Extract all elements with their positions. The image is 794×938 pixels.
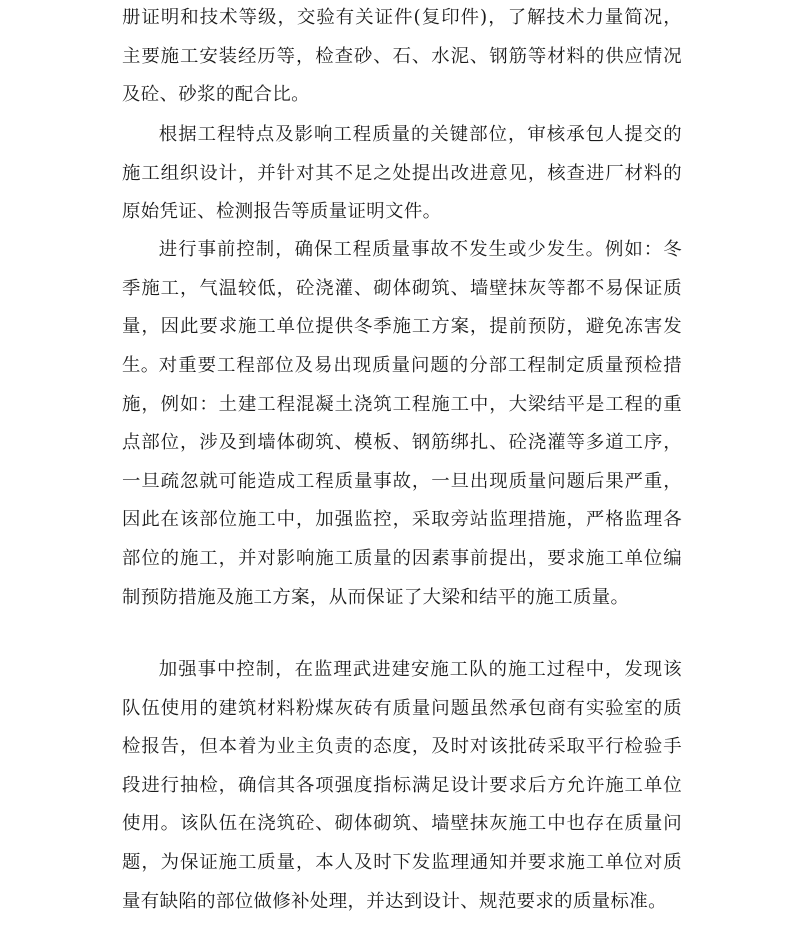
paragraph-pre-control: 进行事前控制，确保工程质量事故不发生或少发生。例如：冬季施工，气温较低，砼浇灌、砌体砌筑、墙壁抹灰等都不易保证质量，因此要求施工单位提供冬季施工方案，提前预防，避免冻害发生。: [122, 239, 682, 376]
paragraph-in-process-control: 加强事中控制，在监理武进建安施工队的施工过程中，发现该队伍使用的建筑材料粉煤灰砖有质量问题虽然承包商有实验室的质检报告，但本着为业主负责的态度，及时对该批砖采取平行检验手段进行抽检，确信其各项强度指标满足设计要求后方允许施工单位使用。该队伍在浇筑砼、砌体砌筑、墙壁抹灰施工中也存在质量问题，为保证施工质量，本人及时下发监理通知并要求施工单位对质量有缺陷的部位做修补处理，并达到设计、规范要求的质量标准。: [122, 659, 682, 912]
paragraph-continuation: 册证明和技术等级，交验有关证件(复印件)，了解技术力量简况，主要施工安装经历等，检查砂、石、水泥、钢筋等材料的供应情况及砼、砂浆的配合比。: [122, 7, 682, 106]
paragraph-key-parts-precheck: 对重要工程部位及易出现质量问题的分部工程制定质量预检措施，例如：土建工程混凝土浇筑工程施工中，大梁结平是工程的重点部位，涉及到墙体砌筑、模板、钢筋绑扎、砼浇灌等多道工序，一旦疏忽就可能造成工程质量事故，一旦出现质量问题后果严重，因此在该部位施工中，加强监控，采取旁站监理措施，严格监理各部位的施工，并对影响施工质量的因素事前提出，要求施工单位编制预防措施及施工方案，从而保证了大梁和结平的施工质量。: [122, 355, 682, 608]
paragraph-construction-design-review: 根据工程特点及影响工程质量的关键部位，审核承包人提交的施工组织设计，并针对其不足之处提出改进意见，核查进厂材料的原始凭证、检测报告等质量证明文件。: [122, 124, 682, 223]
